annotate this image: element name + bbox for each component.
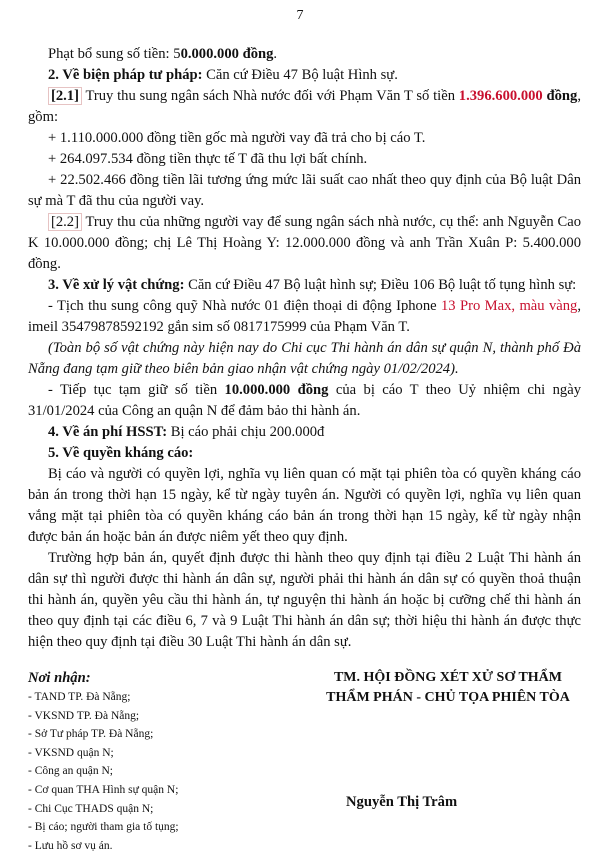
recipient-item: - Lưu hồ sơ vụ án. [28,839,113,852]
recipient-item: - TAND TP. Đà Nẵng; [28,691,131,703]
recipient-item: - Bị cáo; người tham gia tố tụng; [28,821,179,834]
recipients-title: Nơi nhận: [28,670,91,686]
item-interest: + 22.502.466 đồng tiền lãi tương ứng mức lãi suất cao nhất theo quy định của Bộ luật Dân sự mà T đã thu của người vay. [28,172,581,209]
signature-block [298,668,598,810]
paragraph-2-2 [28,212,581,275]
signature-title: TM. HỘI ĐỒNG XÉT XỬ SƠ THẨM [333,670,563,685]
document-body [28,44,581,653]
paragraph-fine [28,44,581,65]
recipient-item: - VKSND quận N; [28,746,114,759]
amount-2-1: 1.396.600.000 [458,88,543,104]
recipient-item: - Sở Tư pháp TP. Đà Nẵng; [28,728,154,741]
item-profit: + 264.097.534 đồng tiền thực tế T đã thu lợi bất chính. [48,151,368,167]
paragraph-evidence-note: (Toàn bộ số vật chứng này hiện nay do Chi cục Thi hành án dân sự quận N, thành phố Đà Nẵng đang tạm giữ theo biên bản giao nhận vật chứng ngày 01/02/2024). [28,340,581,377]
custody-text-end: của bị cáo T theo Uỷ nhiệm chi ngày 31/01/2024 của Công an quận N để đảm bảo thi hành án. [28,382,582,419]
text-2-2: Truy thu của những người vay để sung ngân sách nhà nước, cụ thể: anh Nguyễn Cao K 10.000.000 đồng; chị Lê Thị Hoàng Y: 12.000.000 đồng và anh Trần Xuân P: 5.400.000 đồng. [28,214,581,272]
recipient-item: - Cơ quan THA Hình sự quận N; [28,783,179,796]
phone-model: 13 Pro Max, màu vàng [441,298,578,314]
text-2-1: Truy thu sung ngân sách Nhà nước đối với Phạm Văn T số tiền [81,88,459,104]
signer-name: Nguyễn Thị Trâm [346,794,458,810]
section-3-title: 3. Về xử lý vật chứng: [48,277,185,293]
fine-amount: 0.000.000 đồng [180,46,274,62]
paragraph-confiscation [28,296,581,338]
section-3-basis: Căn cứ Điều 47 Bộ luật hình sự; Điều 106 Bộ luật tố tụng hình sự: [184,277,577,293]
recipient-item: - Công an quận N; [28,765,113,778]
custody-text: - Tiếp tục tạm giữ số tiền [48,382,225,398]
section-2-basis: Căn cứ Điều 47 Bộ luật Hình sự. [202,67,398,83]
confiscation-text: - Tịch thu sung công quỹ Nhà nước 01 điện thoại di động Iphone [48,298,441,314]
marker-2-1: [2.1] [48,87,82,105]
section-3-heading [28,275,581,296]
text-2-1-end: , gồm: [28,88,581,125]
court-fee: Bị cáo phải chịu 200.000đ [167,424,325,440]
page-number: 7 [296,8,304,23]
marker-2-2: [2.2] [48,213,82,231]
custody-amount: 10.000.000 đồng [224,382,329,398]
recipient-item: - Chi Cục THADS quận N; [28,802,154,815]
paragraph-custody [28,380,581,422]
confiscation-text-end: , imeil 35479878592192 gắn sim số 0817175999 của Phạm Văn T. [28,298,581,335]
amount-unit-2-1: đồng [546,88,578,104]
item-principal: + 1.110.000.000 đồng tiền gốc mà người vay đã trả cho bị cáo T. [48,130,426,146]
section-4-title: 4. Về án phí HSST: [48,424,168,440]
fine-period: . [273,46,278,62]
paragraph-2-1 [28,86,581,128]
paragraph-enforcement: Trường hợp bản án, quyết định được thi hành theo quy định tại điều 2 Luật Thi hành án dân sự thì người được thi hành án dân sự, người phải thi hành án dân sự có quyền thoả thuận thi hành án, quyền yêu cầu thi hành án, tự nguyện thi hành án hoặc bị cưỡng chế thi hành án theo quy định tại các điều 6, 7 và 9 Luật Thi hành án dân sự; thời hiệu thi hành án được thực hiện theo quy định tại điều 30 Luật Thi hành án dân sự. [28,550,581,650]
section-2-heading [28,65,581,86]
signature-role: THẨM PHÁN - CHỦ TỌA PHIÊN TÒA [326,690,570,705]
paragraph-appeal-right: Bị cáo và người có quyền lợi, nghĩa vụ liên quan có mặt tại phiên tòa có quyền kháng cáo bản án trong thời hạn 15 ngày, kể từ ngày tuyên án. Người có quyền lợi, nghĩa vụ liên quan vắng mặt tại phiên tòa có quyền kháng cáo bản án trong thời hạn 15 ngày, kể từ ngày nhận được bản án hoặc bản án được niêm yết theo quy định. [28,466,581,545]
recipients-block [28,668,268,855]
section-2-title: 2. Về biện pháp tư pháp: [48,67,203,83]
section-4-heading [28,422,581,443]
fine-text: Phạt bổ sung số tiền: 5 [48,46,181,62]
recipient-item: - VKSND TP. Đà Nẵng; [28,709,140,722]
section-5-heading: 5. Về quyền kháng cáo: [48,445,194,461]
